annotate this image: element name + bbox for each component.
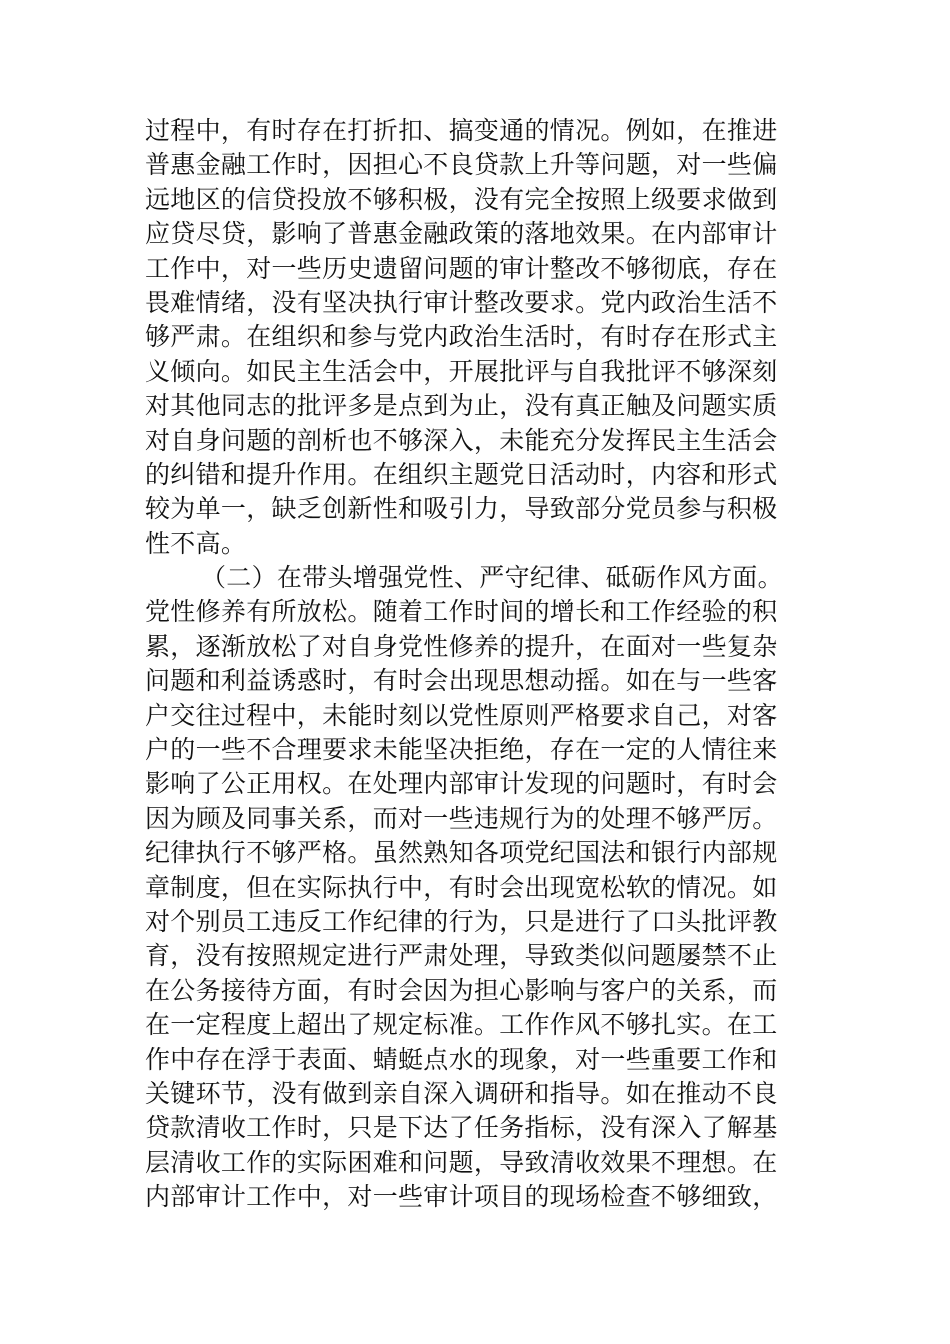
text-line: 畏难情绪，没有坚决执行审计整改要求。党内政治生活不 [145, 287, 778, 317]
text-line: 纪律执行不够严格。虽然熟知各项党纪国法和银行内部规 [145, 838, 778, 868]
text-line: 义倾向。如民主生活会中，开展批评与自我批评不够深刻 [145, 356, 778, 386]
text-line: 在一定程度上超出了规定标准。工作作风不够扎实。在工 [145, 1010, 778, 1040]
text-line: 作中存在浮于表面、蜻蜓点水的现象，对一些重要工作和 [145, 1044, 778, 1074]
text-line: 过程中，有时存在打折扣、搞变通的情况。例如，在推进 [145, 116, 778, 145]
text-line: 关键环节，没有做到亲自深入调研和指导。如在推动不良 [145, 1078, 778, 1108]
text-line: 层清收工作的实际困难和问题，导致清收效果不理想。在 [145, 1147, 778, 1177]
text-line: 性不高。 [145, 528, 247, 558]
text-line: 影响了公正用权。在处理内部审计发现的问题时，有时会 [145, 769, 778, 799]
body-text [145, 114, 815, 1215]
text-line: 累，逐渐放松了对自身党性修养的提升，在面对一些复杂 [145, 631, 778, 661]
text-line: 在公务接待方面，有时会因为担心影响与客户的关系，而 [145, 975, 778, 1005]
text-line: 户的一些不合理要求未能坚决拒绝，存在一定的人情往来 [145, 735, 778, 765]
text-line: 内部审计工作中，对一些审计项目的现场检查不够细致， [145, 1182, 778, 1212]
text-line: 章制度，但在实际执行中，有时会出现宽松软的情况。如 [145, 872, 778, 902]
section-heading: （二）在带头增强党性、严守纪律、砥砺作风方面。 [201, 563, 783, 593]
text-line: 问题和利益诱惑时，有时会出现思想动摇。如在与一些客 [145, 666, 778, 696]
text-line: 远地区的信贷投放不够积极，没有完全按照上级要求做到 [145, 184, 778, 214]
text-line: 育，没有按照规定进行严肃处理，导致类似问题屡禁不止 [145, 941, 778, 971]
text-line: 对自身问题的剖析也不够深入，未能充分发挥民主生活会 [145, 425, 778, 455]
text-line: 对其他同志的批评多是点到为止，没有真正触及问题实质 [145, 391, 778, 421]
text-line: 应贷尽贷，影响了普惠金融政策的落地效果。在内部审计 [145, 219, 778, 249]
text-line: 的纠错和提升作用。在组织主题党日活动时，内容和形式 [145, 459, 778, 489]
text-line: 贷款清收工作时，只是下达了任务指标，没有深入了解基 [145, 1113, 778, 1143]
text-line: 对个别员工违反工作纪律的行为，只是进行了口头批评教 [145, 906, 778, 936]
text-line: 较为单一，缺乏创新性和吸引力，导致部分党员参与积极 [145, 494, 778, 524]
text-line: 工作中，对一些历史遗留问题的审计整改不够彻底，存在 [145, 253, 778, 283]
text-line: 户交往过程中，未能时刻以党性原则严格要求自己，对客 [145, 700, 778, 730]
text-line: 够严肃。在组织和参与党内政治生活时，有时存在形式主 [145, 322, 778, 352]
text-line: 党性修养有所放松。随着工作时间的增长和工作经验的积 [145, 597, 778, 627]
text-line: 普惠金融工作时，因担心不良贷款上升等问题，对一些偏 [145, 150, 778, 180]
text-line: 因为顾及同事关系，而对一些违规行为的处理不够严厉。 [145, 803, 778, 833]
